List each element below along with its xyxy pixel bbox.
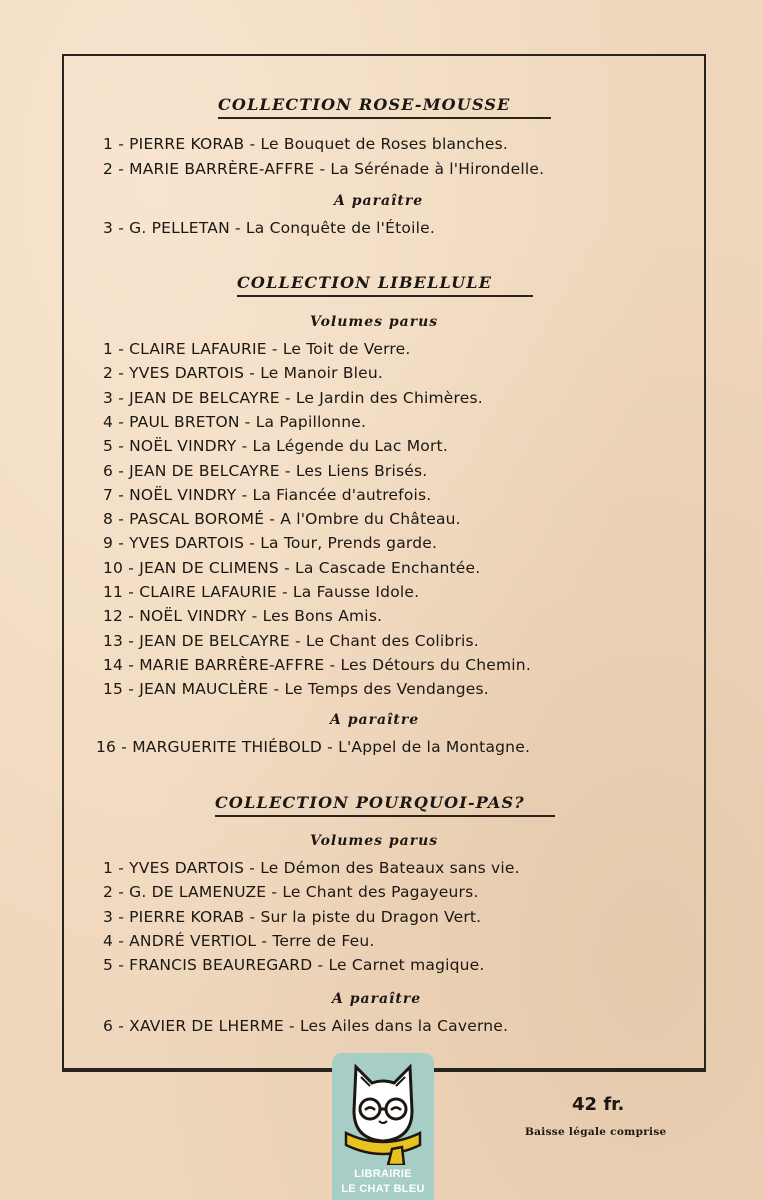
item-title: La Tour, Prends garde. [260,534,438,553]
item-author: MARIE BARRÈRE-AFFRE [129,160,315,178]
item-number: 5 [103,956,114,975]
item-author: NOËL VINDRY [129,437,237,456]
title-underline [237,295,533,297]
item-number: 14 [103,655,124,674]
item-title: Les Liens Brisés. [295,461,428,480]
item-title: Le Démon des Bateaux sans vie. [260,859,520,877]
item-title: La Fiancée d'autrefois. [252,485,432,504]
item-number: 7 [103,485,114,504]
item-title: La Papillonne. [255,412,367,431]
cat-with-scarf-icon [332,1053,434,1165]
list-item: 3 - G. PELLETAN - La Conquête de l'Étoile. [103,219,435,237]
item-author: G. DE LAMENUZE [129,883,267,902]
item-number: 12 [103,607,124,626]
item-author: YVES DARTOIS [129,364,245,383]
bookshop-logo [332,1053,434,1200]
item-number: 3 [103,219,114,237]
item-author: JEAN DE BELCAYRE [129,388,280,407]
list-item: 14 - MARIE BARRÈRE-AFFRE - Les Détours du Chemin. [103,655,531,674]
item-author: MARIE BARRÈRE-AFFRE [139,655,325,674]
item-author: PASCAL BOROMÉ [129,510,265,529]
list-item: 10 - JEAN DE CLIMENS - La Cascade Enchantée. [103,558,481,577]
item-title: Le Temps des Vendanges. [284,680,489,699]
item-author: XAVIER DE LHERME [129,1017,284,1035]
item-author: NOËL VINDRY [139,607,247,626]
item-title: Le Chant des Pagayeurs. [282,883,479,902]
item-title: Les Détours du Chemin. [340,655,531,674]
item-author: NOËL VINDRY [129,485,237,504]
item-number: 1 [103,859,114,877]
item-number: 2 [103,883,114,902]
upcoming-label: A paraître [332,991,422,1007]
item-author: YVES DARTOIS [129,859,245,877]
item-title: La Légende du Lac Mort. [252,437,448,456]
item-title: Terre de Feu. [272,931,375,950]
item-title: Les Ailes dans la Caverne. [299,1017,509,1035]
list-item: 5 - FRANCIS BEAUREGARD - Le Carnet magique. [103,956,485,975]
item-title: L'Appel de la Montagne. [338,738,531,756]
list-item: 2 - MARIE BARRÈRE-AFFRE - La Sérénade à l'Hirondelle. [103,160,545,178]
list-item: 6 - JEAN DE BELCAYRE - Les Liens Brisés. [103,461,428,480]
item-author: ANDRÉ VERTIOL [129,931,257,950]
item-author: JEAN DE BELCAYRE [129,461,280,480]
item-title: Le Toit de Verre. [282,340,411,358]
item-number: 4 [103,931,114,950]
item-title: La Conquête de l'Étoile. [245,219,435,237]
item-author: MARGUERITE THIÉBOLD [132,738,323,756]
list-item: 2 - YVES DARTOIS - Le Manoir Bleu. [103,364,384,383]
item-number: 11 [103,583,124,601]
upcoming-label: A paraître [330,712,420,728]
list-item: 4 - ANDRÉ VERTIOL - Terre de Feu. [103,931,375,950]
item-number: 9 [103,534,114,553]
list-item: 11 - CLAIRE LAFAURIE - La Fausse Idole. [103,583,420,601]
published-label: Volumes parus [310,833,439,849]
item-number: 5 [103,437,114,456]
list-item: 1 - PIERRE KORAB - Le Bouquet de Roses blanches. [103,135,509,153]
list-item: 12 - NOËL VINDRY - Les Bons Amis. [103,607,383,626]
item-title: Sur la piste du Dragon Vert. [260,907,482,926]
list-item: 15 - JEAN MAUCLÈRE - Le Temps des Vendanges. [103,680,489,699]
item-title: Le Bouquet de Roses blanches. [260,135,509,153]
item-author: FRANCIS BEAUREGARD [129,956,313,975]
price: 42 fr. [572,1094,625,1115]
list-item: 5 - NOËL VINDRY - La Légende du Lac Mort. [103,437,448,456]
collection-title: COLLECTION LIBELLULE [237,273,493,292]
item-title: Les Bons Amis. [262,607,383,626]
item-title: Le Chant des Colibris. [305,631,479,650]
item-number: 16 [96,738,117,756]
item-number: 6 [103,461,114,480]
list-item: 8 - PASCAL BOROMÉ - A l'Ombre du Château. [103,510,461,529]
item-title: Le Manoir Bleu. [260,364,384,383]
item-author: JEAN DE BELCAYRE [139,631,290,650]
item-number: 15 [103,680,124,699]
item-title: La Sérénade à l'Hirondelle. [330,160,545,178]
item-number: 1 [103,135,114,153]
item-title: La Fausse Idole. [292,583,420,601]
item-author: JEAN MAUCLÈRE [139,680,269,699]
item-number: 10 [103,558,124,577]
item-number: 13 [103,631,124,650]
item-author: PIERRE KORAB [129,907,245,926]
title-underline [218,117,551,119]
list-item: 3 - JEAN DE BELCAYRE - Le Jardin des Chimères. [103,388,483,407]
collection-title: COLLECTION ROSE-MOUSSE [218,95,511,114]
item-author: YVES DARTOIS [129,534,245,553]
item-number: 6 [103,1017,114,1035]
item-number: 3 [103,388,114,407]
list-item: 2 - G. DE LAMENUZE - Le Chant des Pagayeurs. [103,883,479,902]
item-title: Le Carnet magique. [328,956,485,975]
item-number: 3 [103,907,114,926]
item-author: CLAIRE LAFAURIE [139,583,277,601]
item-number: 8 [103,510,114,529]
list-item: 16 - MARGUERITE THIÉBOLD - L'Appel de la Montagne. [96,738,531,756]
item-title: La Cascade Enchantée. [295,558,481,577]
list-item: 4 - PAUL BRETON - La Papillonne. [103,412,367,431]
item-number: 2 [103,364,114,383]
item-author: CLAIRE LAFAURIE [129,340,267,358]
list-item: 7 - NOËL VINDRY - La Fiancée d'autrefois. [103,485,432,504]
logo-line-2: LE CHAT BLEU [341,1183,425,1195]
item-author: PIERRE KORAB [129,135,245,153]
list-item: 1 - YVES DARTOIS - Le Démon des Bateaux sans vie. [103,859,520,877]
item-number: 2 [103,160,114,178]
list-item: 9 - YVES DARTOIS - La Tour, Prends garde. [103,534,438,553]
item-title: A l'Ombre du Château. [280,510,461,529]
item-number: 4 [103,412,114,431]
item-number: 1 [103,340,114,358]
list-item: 13 - JEAN DE BELCAYRE - Le Chant des Colibris. [103,631,479,650]
item-author: JEAN DE CLIMENS [139,558,279,577]
collection-title: COLLECTION POURQUOI-PAS? [215,793,525,812]
price-note: Baisse légale comprise [525,1126,667,1138]
upcoming-label: A paraître [334,193,424,209]
title-underline [215,815,555,817]
logo-line-1: LIBRAIRIE [354,1168,412,1180]
item-author: PAUL BRETON [129,412,240,431]
item-title: Le Jardin des Chimères. [295,388,483,407]
item-author: G. PELLETAN [129,219,230,237]
list-item: 1 - CLAIRE LAFAURIE - Le Toit de Verre. [103,340,411,358]
published-label: Volumes parus [310,314,439,330]
list-item: 3 - PIERRE KORAB - Sur la piste du Dragon Vert. [103,907,482,926]
list-item: 6 - XAVIER DE LHERME - Les Ailes dans la Caverne. [103,1017,509,1035]
